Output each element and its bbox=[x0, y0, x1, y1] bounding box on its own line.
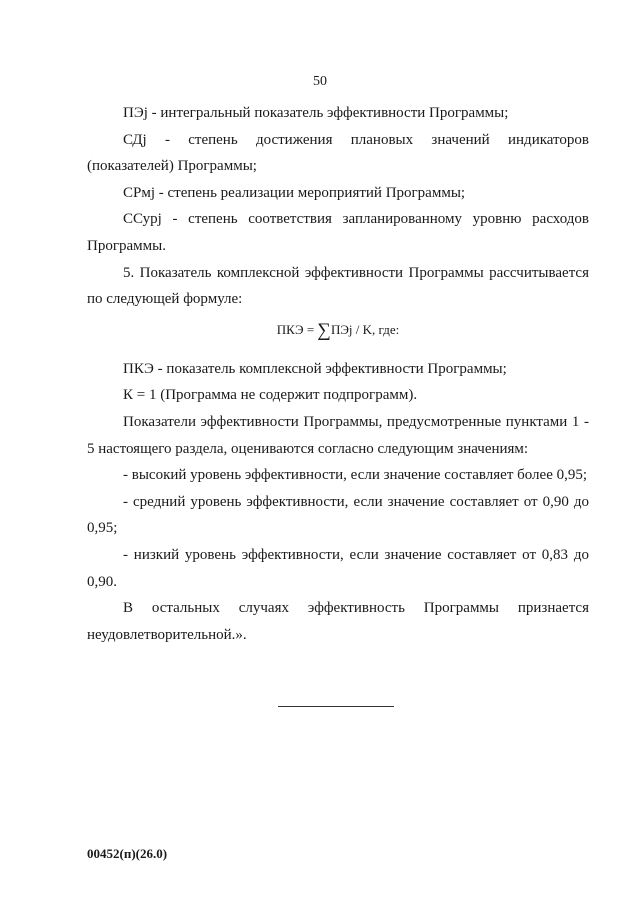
formula bbox=[87, 319, 589, 342]
definition-sdj: СДj - степень достижения плановых значений индикаторов (показателей) Программы; bbox=[87, 131, 589, 175]
item-5-paragraph: 5. Показатель комплексной эффективности Программы рассчитывается по следующей формуле: bbox=[87, 264, 589, 308]
page-number: 50 bbox=[313, 74, 327, 89]
definition-ssurj: ССурj - степень соответствия запланированному уровню расходов Программы. bbox=[87, 211, 589, 254]
evaluation-high: - высокий уровень эффективности, если значение составляет более 0,95; bbox=[123, 467, 588, 484]
evaluation-low: - низкий уровень эффективности, если значение составляет от 0,83 до 0,90. bbox=[87, 546, 589, 590]
evaluation-other: В остальных случаях эффективность Программы признается неудовлетворительной.». bbox=[87, 600, 589, 643]
definition-srmj: СРмj - степень реализации мероприятий Программы; bbox=[123, 184, 466, 201]
section-divider bbox=[278, 706, 394, 707]
formula-left: ПКЭ = bbox=[276, 321, 318, 337]
evaluation-intro: Показатели эффективности Программы, предусмотренные пунктами 1 - 5 настоящего раздела, оцениваются согласно следующим значениям: bbox=[87, 413, 589, 457]
document-body bbox=[87, 100, 589, 648]
sigma-symbol: ∑ bbox=[317, 319, 331, 341]
definition-k: К = 1 (Программа не содержит подпрограмм). bbox=[123, 387, 418, 404]
definition-pke: ПКЭ - показатель комплексной эффективности Программы; bbox=[123, 360, 507, 377]
evaluation-medium: - средний уровень эффективности, если значение составляет от 0,90 до 0,95; bbox=[87, 493, 589, 537]
definition-pej: ПЭj - интегральный показатель эффективности Программы; bbox=[123, 105, 509, 121]
formula-right: ПЭj / K, где: bbox=[330, 321, 400, 337]
document-code: 00452(п)(26.0) bbox=[87, 846, 168, 861]
